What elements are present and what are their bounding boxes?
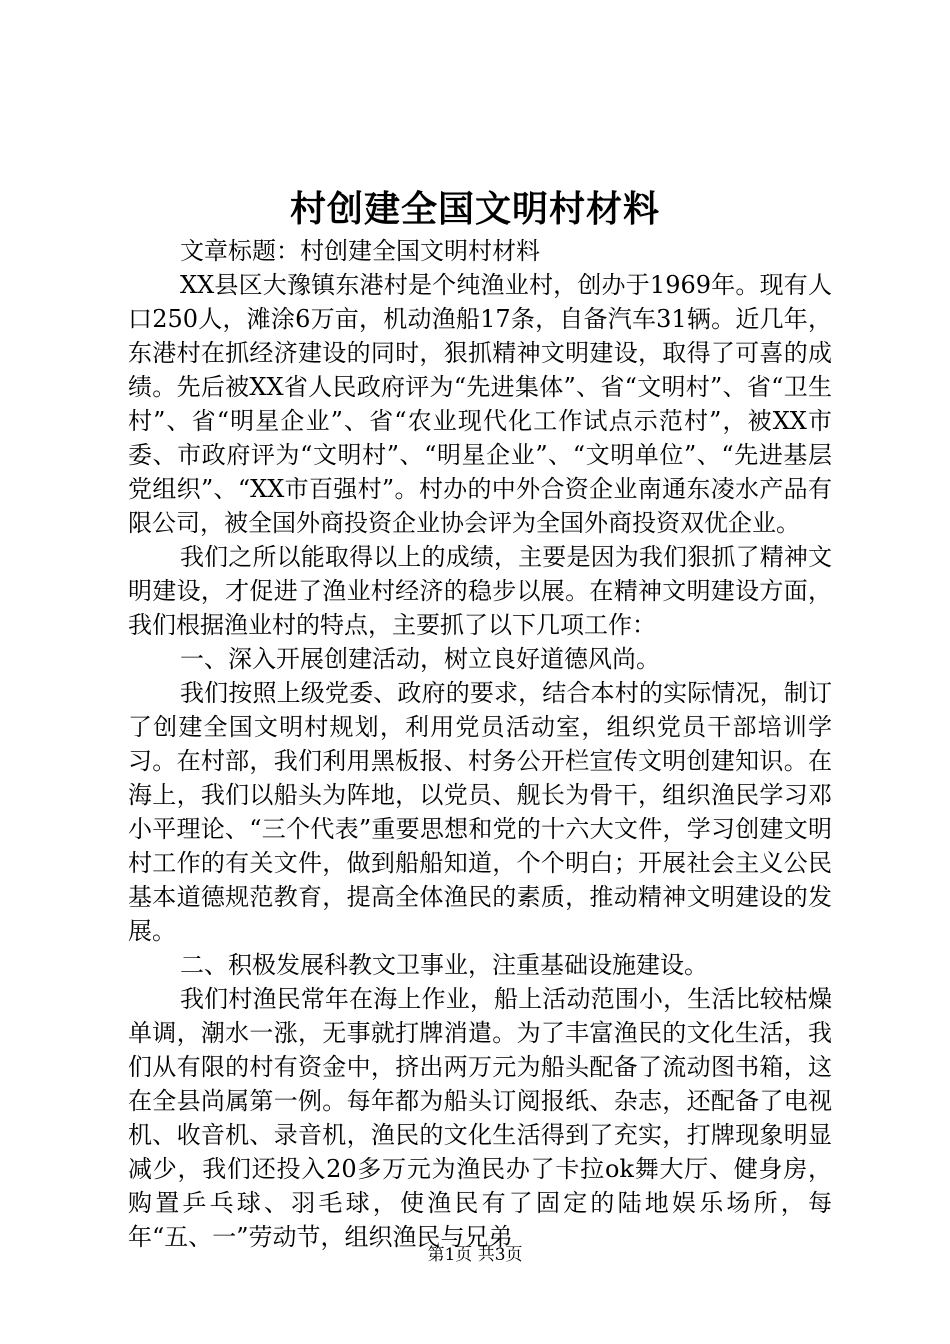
section-heading-2: 二、积极发展科教文卫事业，注重基础设施建设。 [180,951,708,979]
page-number-footer: 第1页 共3页 [427,1245,523,1265]
paragraph-section-2: 我们村渔民常年在海上作业，船上活动范围小，生活比较枯燥单调，潮水一涨，无事就打牌消遣。为了丰富渔民的文化生活，我们从有限的村有资金中，挤出两万元为船头配备了流动图书箱，这在全县尚属第一例。每年都为船头订阅报纸、杂志，还配备了电视机、收音机、录音机，渔民的文化生活得到了充实，打牌现象明显减少，我们还投入20多万元为渔民办了卡拉ok舞大厅、健身房，购置乒乓球、羽毛球，使渔民有了固定的陆地娱乐场所，每年“五、一”劳动节，组织渔民与兄弟 [128,985,832,1251]
document-title: 村创建全国文明村材料 [289,188,660,230]
section-heading-1: 一、深入开展创建活动，树立良好道德风尚。 [180,645,660,673]
paragraph-section-1: 我们按照上级党委、政府的要求，结合本村的实际情况，制订了创建全国文明村规划，利用党员活动室，组织党员干部培训学习。在村部，我们利用黑板报、村务公开栏宣传文明创建知识。在海上，我们以船头为阵地，以党员、舰长为骨干，组织渔民学习邓小平理论、“三个代表”重要思想和党的十六大文件，学习创建文明村工作的有关文件，做到船船知道，个个明白；开展社会主义公民基本道德规范教育，提高全体渔民的素质，推动精神文明建设的发展。 [128,679,832,945]
document-body [128,234,832,1254]
paragraph-intro: XX县区大豫镇东港村是个纯渔业村，创办于1969年。现有人口250人，滩涂6万亩，机动渔船17条，自备汽车31辆。近几年，东港村在抓经济建设的同时，狠抓精神文明建设，取得了可喜的成绩。先后被XX省人民政府评为“先进集体”、省“文明村”、省“卫生村”、省“明星企业”、省“农业现代化工作试点示范村”，被XX市委、市政府评为“文明村”、“明星企业”、“文明单位”、“先进基层党组织”、“XX市百强村”。村办的中外合资企业南通东凌水产品有限公司，被全国外商投资企业协会评为全国外商投资双优企业。 [128,271,832,537]
article-heading-line: 文章标题：村创建全国文明村材料 [180,237,540,265]
paragraph-summary: 我们之所以能取得以上的成绩，主要是因为我们狠抓了精神文明建设，才促进了渔业村经济的稳步以展。在精神文明建设方面，我们根据渔业村的特点，主要抓了以下几项工作： [128,543,832,639]
